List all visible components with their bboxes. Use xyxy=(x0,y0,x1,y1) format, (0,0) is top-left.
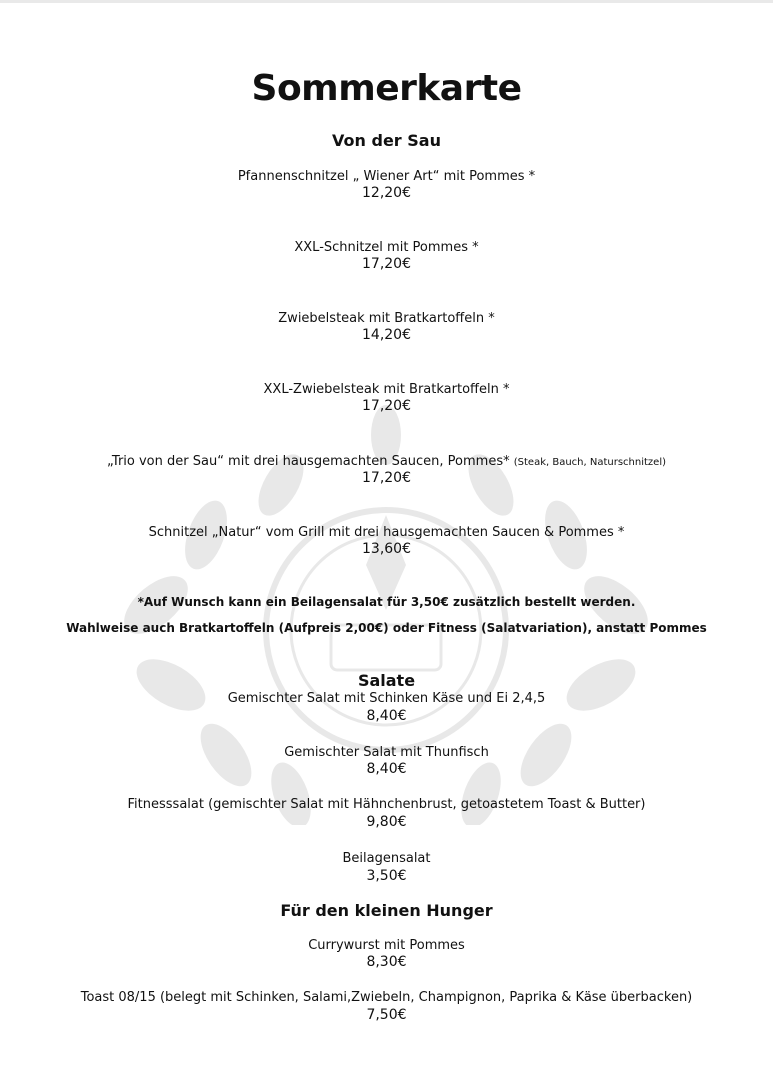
section-heading-kleiner-hunger: Für den kleinen Hunger xyxy=(280,901,493,920)
top-border xyxy=(0,0,773,3)
section-heading-von-der-sau: Von der Sau xyxy=(332,131,441,150)
menu-item-name: Beilagensalat xyxy=(342,851,431,866)
menu-item-price: 17,20€ xyxy=(362,256,411,272)
menu-item-name: XXL-Schnitzel mit Pommes * xyxy=(294,240,479,255)
menu-item-price: 7,50€ xyxy=(366,1007,407,1023)
menu-item-price: 12,20€ xyxy=(362,185,411,201)
menu-item-name: XXL-Zwiebelsteak mit Bratkartoffeln * xyxy=(263,382,510,397)
menu-item-name: Toast 08/15 (belegt mit Schinken, Salami,Zwiebeln, Champignon, Paprika & Käse überbacken) xyxy=(80,990,693,1005)
note-beilagensalat: *Auf Wunsch kann ein Beilagensalat für 3,50€ zusätzlich bestellt werden. xyxy=(137,595,636,609)
menu-item-name: Gemischter Salat mit Schinken Käse und Ei 2,4,5 xyxy=(227,691,546,706)
menu-item-price: 17,20€ xyxy=(362,470,411,486)
menu-item-price: 8,40€ xyxy=(366,708,407,724)
menu-item-name: „Trio von der Sau“ mit drei hausgemachten Saucen, Pommes* xyxy=(106,454,510,469)
menu-item-price: 9,80€ xyxy=(366,814,407,830)
menu-item-price: 8,30€ xyxy=(366,954,407,970)
menu-item-name: Currywurst mit Pommes xyxy=(308,938,465,953)
menu-item-name: Zwiebelsteak mit Bratkartoffeln * xyxy=(278,311,495,326)
note-bratkartoffeln: Wahlweise auch Bratkartoffeln (Aufpreis 2,00€) oder Fitness (Salatvariation), anstatt Pommes xyxy=(66,621,707,635)
section-heading-salate: Salate xyxy=(357,671,416,690)
menu-item-price: 8,40€ xyxy=(366,761,407,777)
menu-item-trio xyxy=(0,454,773,469)
menu-item-name: Schnitzel „Natur“ vom Grill mit drei hausgemachten Saucen & Pommes * xyxy=(148,525,625,540)
menu-item-name: Gemischter Salat mit Thunfisch xyxy=(284,745,489,760)
menu-item-name: Pfannenschnitzel „ Wiener Art“ mit Pommes * xyxy=(237,169,536,184)
menu-item-name: Fitnesssalat (gemischter Salat mit Hähnchenbrust, getoastetem Toast & Butter) xyxy=(127,797,646,812)
menu-item-price: 14,20€ xyxy=(362,327,411,343)
menu-item-detail: (Steak, Bauch, Naturschnitzel) xyxy=(513,457,667,468)
menu-title: Sommerkarte xyxy=(251,68,522,109)
menu-item-price: 17,20€ xyxy=(362,398,411,414)
menu-item-price: 13,60€ xyxy=(362,541,411,557)
menu-item-price: 3,50€ xyxy=(366,868,407,884)
